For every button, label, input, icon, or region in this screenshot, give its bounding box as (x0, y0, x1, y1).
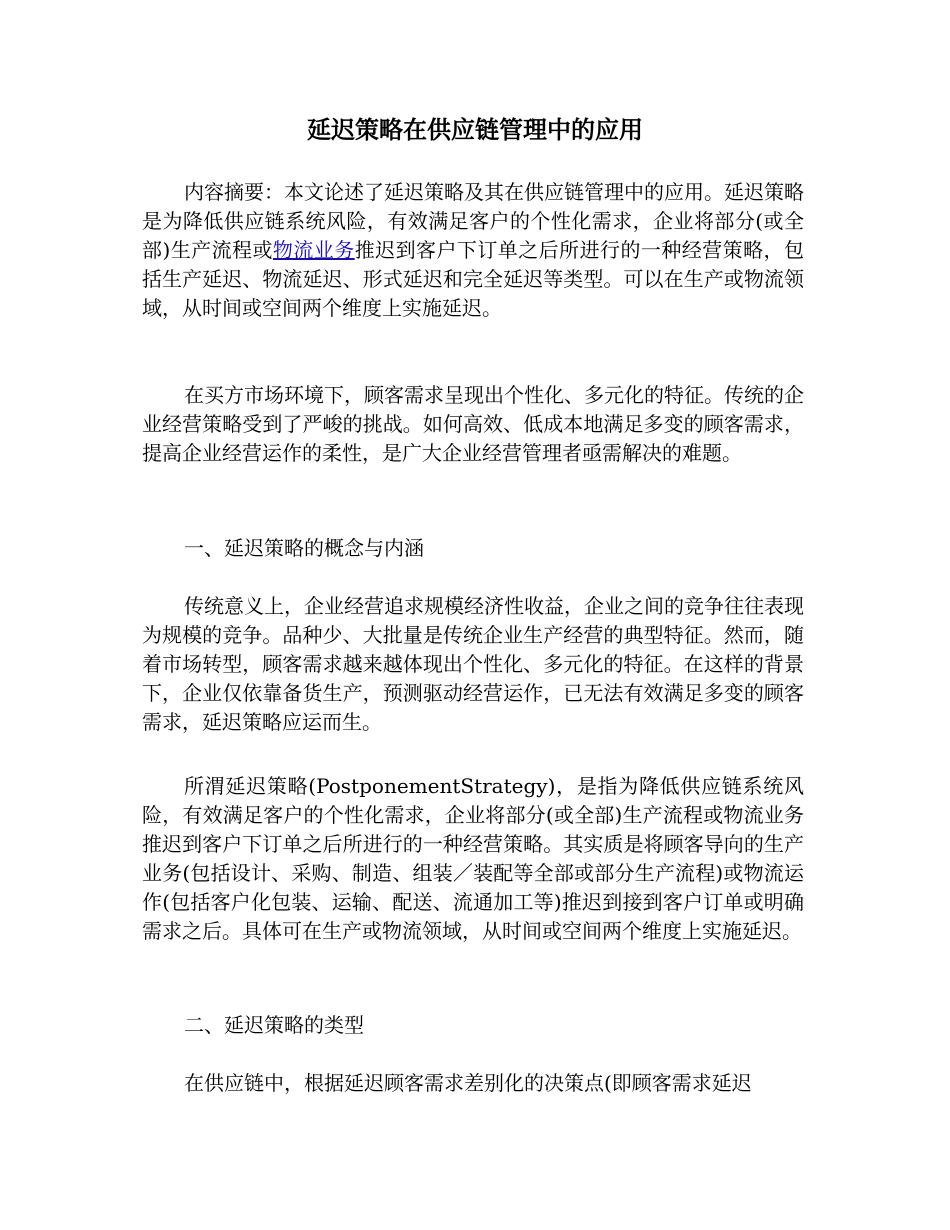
section1-paragraph-1 (142, 592, 804, 737)
intro-text: 在买方市场环境下，顾客需求呈现出个性化、多元化的特征。传统的企业经营策略受到了严峻的挑战。如何高效、低成本地满足多变的顾客需求，提高企业经营运作的柔性，是广大企业经营管理者亟需解决的难题。 (142, 383, 804, 465)
logistics-business-link[interactable]: 物流业务 (272, 238, 355, 262)
section2-paragraph-1-text: 在供应链中，根据延迟顾客需求差别化的决策点(即顾客需求延迟 (184, 1071, 752, 1095)
section-heading-1 (142, 534, 804, 563)
section1-paragraph-2 (142, 772, 804, 946)
section-heading-2-text: 二、延迟策略的类型 (184, 1013, 364, 1037)
abstract-text-part1: 内容摘要：本文论述了延迟策略及其在供应链管理中的应用。延迟策略是为降低供应链系统风险，有效满足客户的个性化需求，企业将部分(或全部)生产流程或 (142, 180, 804, 262)
abstract-paragraph (142, 178, 804, 323)
section1-paragraph-2-text: 所渭延迟策略(PostponementStrategy)，是指为降低供应链系统风险，有效满足客户的个性化需求，企业将部分(或全部)生产流程或物流业务推迟到客户下订单之后所进行的一种经营策略。其实质是将顾客导向的生产业务(包括设计、采购、制造、组装／装配等全部或部分生产流程)或物流运作(包括客户化包装、运输、配送、流通加工等)推迟到接到客户订单或明确需求之后。具体可在生产或物流领域，从时间或空间两个维度上实施延迟。 (142, 774, 804, 943)
section-heading-2 (142, 1011, 804, 1040)
intro-paragraph (142, 381, 804, 468)
document-title: 延迟策略在供应链管理中的应用 (307, 115, 643, 144)
abstract-text (142, 178, 804, 323)
section1-paragraph-1-text: 传统意义上，企业经营追求规模经济性收益，企业之间的竞争往往表现为规模的竞争。品种少、大批量是传统企业生产经营的典型特征。然而，随着市场转型，顾客需求越来越体现出个性化、多元化的特征。在这样的背景下，企业仅依靠备货生产，预测驱动经营运作，已无法有效满足多变的顾客需求，延迟策略应运而生。 (142, 594, 804, 734)
abstract-text-part2: 推迟到客户下订单之后所进行的一种经营策略，包括生产延迟、物流延迟、形式延迟和完全延迟等类型。可以在生产或物流领域，从时间或空间两个维度上实施延迟。 (142, 238, 804, 320)
section2-paragraph-1 (142, 1069, 804, 1098)
section-heading-1-text: 一、延迟策略的概念与内涵 (184, 536, 424, 560)
